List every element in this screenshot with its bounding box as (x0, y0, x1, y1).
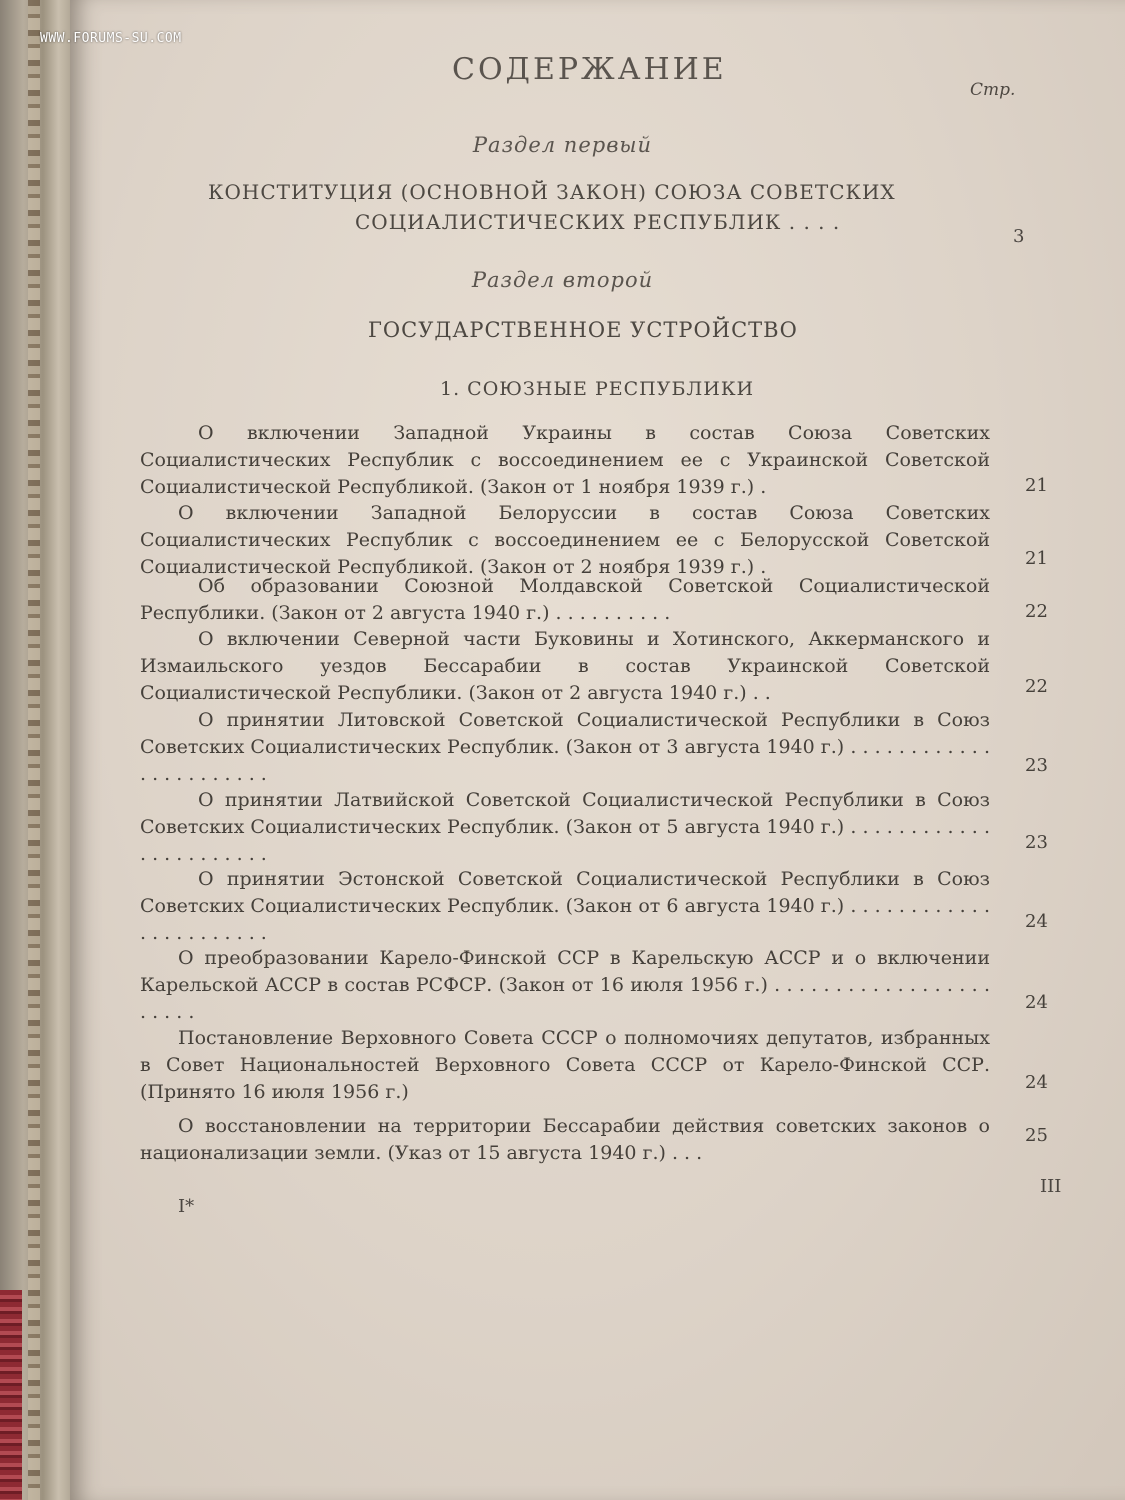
toc-entry-page: 22 (1025, 601, 1048, 622)
toc-entry: О восстановлении на территории Бессарабии действия советских законов о национализации земли. (Указ от 15 августа 1940 г.) . . . (140, 1115, 990, 1164)
signature-mark: I* (178, 1196, 195, 1217)
toc-entry-page: 23 (1025, 755, 1048, 776)
toc-entry: Об образовании Союзной Молдавской Советской Социалистической Республики. (Закон от 2 августа 1940 г.) . . . . . . . . . . (140, 575, 990, 624)
toc-entry-page: 24 (1025, 911, 1048, 932)
toc-entry-page: 22 (1025, 676, 1048, 697)
toc-entry-page: 24 (1025, 1072, 1048, 1093)
toc-entry: О включении Западной Украины в состав Союза Советских Социалистических Республик с воссоединением ее с Украинской Советской Социалистической Республикой. (Закон от 1 ноября 1939 г.) . (140, 422, 990, 498)
section-heading-state-structure: ГОСУДАРСТВЕННОЕ УСТРОЙСТВО (368, 318, 798, 342)
page-number-roman: III (1040, 1176, 1062, 1197)
toc-entry: О принятии Литовской Советской Социалистической Республики в Союз Советских Социалистических Республик. (Закон от 3 августа 1940 г.) . . . . . . . . . . . . . . . . . . . . . . . (140, 709, 990, 785)
toc-entry: О принятии Эстонской Советской Социалистической Республики в Союз Советских Социалистических Республик. (Закон от 6 августа 1940 г.) . . . . . . . . . . . . . . . . . . . . . . . (140, 868, 990, 944)
section-label-first: Раздел первый (472, 133, 653, 157)
page-column-label: Стр. (970, 80, 1016, 100)
watermark: WWW.FORUMS-SU.COM (40, 31, 182, 46)
book-spine (0, 0, 78, 1500)
section-heading-constitution-line1: КОНСТИТУЦИЯ (ОСНОВНОЙ ЗАКОН) СОЮЗА СОВЕТСКИХ (208, 180, 896, 204)
section-heading-constitution-line2: СОЦИАЛИСТИЧЕСКИХ РЕСПУБЛИК . . . . (355, 210, 841, 234)
toc-entry: Постановление Верховного Совета СССР о полномочиях депутатов, избранных в Совет Национальностей Верховного Совета СССР от Карело-Финской ССР. (Принято 16 июля 1956 г.) (140, 1027, 990, 1103)
section-page-number: 3 (1013, 226, 1025, 247)
subsection-heading-union-republics: 1. СОЮЗНЫЕ РЕСПУБЛИКИ (440, 378, 755, 400)
toc-entry-page: 24 (1025, 992, 1048, 1013)
toc-entry: О включении Западной Белоруссии в состав Союза Советских Социалистических Республик с воссоединением ее с Белорусской Советской Социалистической Республикой. (Закон от 2 ноября 1939 г.) . (140, 502, 990, 578)
toc-entry: О принятии Латвийской Советской Социалистической Республики в Союз Советских Социалистических Республик. (Закон от 5 августа 1940 г.) . . . . . . . . . . . . . . . . . . . . . . . (140, 789, 990, 865)
toc-entry-page: 25 (1025, 1125, 1048, 1146)
section-label-second: Раздел второй (471, 268, 654, 292)
toc-entry-page: 21 (1025, 548, 1048, 569)
page-title: СОДЕРЖАНИЕ (452, 52, 727, 87)
toc-entry: О преобразовании Карело-Финской ССР в Карельскую АССР и о включении Карельской АССР в состав РСФСР. (Закон от 16 июля 1956 г.) . . . . . . . . . . . . . . . . . . . . . . . (140, 947, 990, 1023)
toc-entry-page: 23 (1025, 832, 1048, 853)
toc-entry-page: 21 (1025, 475, 1048, 496)
bookmark-ribbon (0, 1290, 22, 1500)
toc-entry: О включении Северной части Буковины и Хотинского, Аккерманского и Измаильского уездов Бессарабии в состав Украинской Советской Социалистической Республики. (Закон от 2 августа 1940 г.) . . (140, 628, 990, 704)
